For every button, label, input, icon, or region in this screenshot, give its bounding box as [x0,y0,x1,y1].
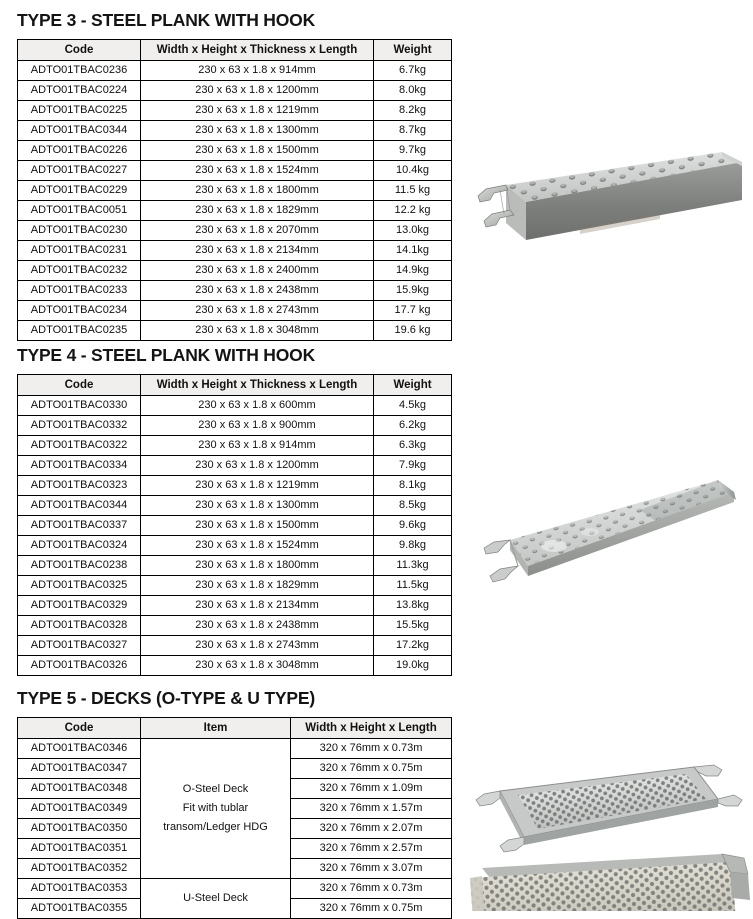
cell-dimensions: 230 x 63 x 1.8 x 900mm [141,416,374,436]
cell-weight: 8.2kg [374,101,452,121]
table-header-row [18,718,452,739]
table-row [18,556,452,576]
table-row [18,436,452,456]
cell-weight: 17.7 kg [374,301,452,321]
table-row [18,141,452,161]
cell-item-line: transom/Ledger HDG [163,821,268,833]
cell-code: ADTO01TBAC0232 [18,261,141,281]
cell-dimensions: 230 x 63 x 1.8 x 1524mm [141,536,374,556]
cell-item-group [141,879,291,919]
cell-dimensions: 230 x 63 x 1.8 x 3048mm [141,656,374,676]
cell-dimensions: 230 x 63 x 1.8 x 1524mm [141,161,374,181]
cell-dimensions: 320 x 76mm x 1.57m [291,799,452,819]
table-row [18,161,452,181]
spec-table-type-3 [17,39,452,341]
table-row [18,656,452,676]
cell-dimensions: 230 x 63 x 1.8 x 1219mm [141,101,374,121]
cell-dimensions: 230 x 63 x 1.8 x 2400mm [141,261,374,281]
cell-dimensions: 230 x 63 x 1.8 x 1200mm [141,81,374,101]
cell-dimensions: 230 x 63 x 1.8 x 1219mm [141,476,374,496]
cell-dimensions: 230 x 63 x 1.8 x 2743mm [141,636,374,656]
table-body-type-4 [18,396,452,676]
cell-weight: 19.6 kg [374,321,452,341]
cell-weight: 15.9kg [374,281,452,301]
cell-weight: 9.7kg [374,141,452,161]
cell-dimensions: 320 x 76mm x 0.73m [291,739,452,759]
cell-code: ADTO01TBAC0235 [18,321,141,341]
steel-plank-claw-hook-illustration [470,470,746,595]
cell-code: ADTO01TBAC0332 [18,416,141,436]
page-title-type-3: TYPE 3 - STEEL PLANK WITH HOOK [17,10,316,30]
section-type-5 [17,688,451,919]
cell-code: ADTO01TBAC0324 [18,536,141,556]
table-body-type-5 [18,739,452,919]
cell-weight: 8.1kg [374,476,452,496]
column-header-dimensions: Width x Height x Thickness x Length [141,375,374,396]
cell-dimensions: 230 x 63 x 1.8 x 1829mm [141,201,374,221]
table-row [18,456,452,476]
cell-dimensions: 230 x 63 x 1.8 x 2070mm [141,221,374,241]
cell-dimensions: 230 x 63 x 1.8 x 2743mm [141,301,374,321]
cell-item-line: Fit with tublar [182,802,249,814]
cell-code: ADTO01TBAC0337 [18,516,141,536]
cell-code: ADTO01TBAC0349 [18,799,141,819]
cell-weight: 15.5kg [374,616,452,636]
spec-table-type-5 [17,717,452,919]
cell-dimensions: 320 x 76mm x 2.07m [291,819,452,839]
cell-dimensions: 230 x 63 x 1.8 x 914mm [141,61,374,81]
cell-code: ADTO01TBAC0344 [18,121,141,141]
page-title-type-4: TYPE 4 - STEEL PLANK WITH HOOK [17,345,316,365]
table-row [18,321,452,341]
table-row [18,879,452,899]
cell-code: ADTO01TBAC0051 [18,201,141,221]
cell-weight: 10.4kg [374,161,452,181]
cell-weight: 9.6kg [374,516,452,536]
cell-weight: 4.5kg [374,396,452,416]
cell-code: ADTO01TBAC0351 [18,839,141,859]
table-body-type-3 [18,61,452,341]
table-row [18,301,452,321]
cell-dimensions: 230 x 63 x 1.8 x 1500mm [141,516,374,536]
cell-weight: 6.2kg [374,416,452,436]
cell-weight: 6.3kg [374,436,452,456]
cell-code: ADTO01TBAC0330 [18,396,141,416]
column-header-item: Item [141,718,291,739]
cell-code: ADTO01TBAC0233 [18,281,141,301]
column-header-code: Code [18,40,141,61]
cell-code: ADTO01TBAC0344 [18,496,141,516]
cell-weight: 6.7kg [374,61,452,81]
product-image-u-steel-deck [460,852,753,911]
cell-weight: 14.1kg [374,241,452,261]
cell-dimensions: 230 x 63 x 1.8 x 3048mm [141,321,374,341]
cell-dimensions: 230 x 63 x 1.8 x 1829mm [141,576,374,596]
cell-weight: 13.8kg [374,596,452,616]
column-header-dimensions: Width x Height x Length [291,718,452,739]
cell-weight: 11.5kg [374,576,452,596]
table-row [18,261,452,281]
cell-weight: 17.2kg [374,636,452,656]
section-type-3 [17,10,451,341]
cell-dimensions: 230 x 63 x 1.8 x 1500mm [141,141,374,161]
table-row [18,81,452,101]
cell-code: ADTO01TBAC0229 [18,181,141,201]
u-steel-deck-illustration [460,852,753,911]
cell-code: ADTO01TBAC0325 [18,576,141,596]
cell-dimensions: 320 x 76mm x 0.75m [291,759,452,779]
cell-dimensions: 320 x 76mm x 0.73m [291,879,452,899]
cell-dimensions: 230 x 63 x 1.8 x 914mm [141,436,374,456]
cell-code: ADTO01TBAC0350 [18,819,141,839]
cell-dimensions: 230 x 63 x 1.8 x 2438mm [141,616,374,636]
table-row [18,181,452,201]
page-title-type-5: TYPE 5 - DECKS (O-TYPE & U TYPE) [17,688,315,708]
cell-code: ADTO01TBAC0227 [18,161,141,181]
table-row [18,121,452,141]
cell-dimensions: 230 x 63 x 1.8 x 2134mm [141,596,374,616]
table-header-row [18,375,452,396]
cell-weight: 8.0kg [374,81,452,101]
table-row [18,616,452,636]
cell-code: ADTO01TBAC0326 [18,656,141,676]
cell-dimensions: 230 x 63 x 1.8 x 1800mm [141,181,374,201]
cell-code: ADTO01TBAC0329 [18,596,141,616]
spec-table-type-4 [17,374,452,676]
cell-code: ADTO01TBAC0224 [18,81,141,101]
cell-weight: 11.5 kg [374,181,452,201]
product-image-steel-plank-type-4 [470,470,746,595]
cell-dimensions: 320 x 76mm x 1.09m [291,779,452,799]
column-header-code: Code [18,375,141,396]
cell-dimensions: 320 x 76mm x 2.57m [291,839,452,859]
cell-code: ADTO01TBAC0234 [18,301,141,321]
cell-weight: 13.0kg [374,221,452,241]
cell-dimensions: 320 x 76mm x 3.07m [291,859,452,879]
table-row [18,396,452,416]
table-row [18,281,452,301]
cell-weight: 8.5kg [374,496,452,516]
cell-weight: 19.0kg [374,656,452,676]
table-row [18,516,452,536]
cell-weight: 11.3kg [374,556,452,576]
cell-code: ADTO01TBAC0323 [18,476,141,496]
cell-weight: 7.9kg [374,456,452,476]
cell-code: ADTO01TBAC0236 [18,61,141,81]
o-steel-deck-illustration [470,763,746,858]
cell-code: ADTO01TBAC0226 [18,141,141,161]
cell-dimensions: 230 x 63 x 1.8 x 1200mm [141,456,374,476]
cell-code: ADTO01TBAC0238 [18,556,141,576]
cell-weight: 9.8kg [374,536,452,556]
product-image-o-steel-deck [470,763,746,858]
table-row [18,416,452,436]
cell-code: ADTO01TBAC0322 [18,436,141,456]
cell-item-group [141,739,291,879]
cell-code: ADTO01TBAC0334 [18,456,141,476]
cell-code: ADTO01TBAC0346 [18,739,141,759]
cell-item-line: O-Steel Deck [182,783,249,795]
table-header-row [18,40,452,61]
cell-code: ADTO01TBAC0353 [18,879,141,899]
cell-dimensions: 230 x 63 x 1.8 x 1300mm [141,496,374,516]
section-type-4 [17,345,451,676]
product-image-steel-plank-type-3 [470,140,746,260]
cell-dimensions: 230 x 63 x 1.8 x 1300mm [141,121,374,141]
cell-code: ADTO01TBAC0230 [18,221,141,241]
table-row [18,739,452,759]
cell-code: ADTO01TBAC0347 [18,759,141,779]
cell-dimensions: 320 x 76mm x 0.75m [291,899,452,919]
column-header-code: Code [18,718,141,739]
cell-item-line: U-Steel Deck [183,892,248,904]
table-row [18,61,452,81]
cell-code: ADTO01TBAC0225 [18,101,141,121]
table-row [18,596,452,616]
cell-code: ADTO01TBAC0348 [18,779,141,799]
cell-code: ADTO01TBAC0327 [18,636,141,656]
cell-weight: 12.2 kg [374,201,452,221]
table-row [18,636,452,656]
table-row [18,221,452,241]
cell-weight: 8.7kg [374,121,452,141]
cell-weight: 14.9kg [374,261,452,281]
cell-code: ADTO01TBAC0231 [18,241,141,261]
cell-dimensions: 230 x 63 x 1.8 x 2438mm [141,281,374,301]
cell-dimensions: 230 x 63 x 1.8 x 600mm [141,396,374,416]
column-header-weight: Weight [374,375,452,396]
table-row [18,496,452,516]
cell-code: ADTO01TBAC0352 [18,859,141,879]
table-row [18,536,452,556]
table-row [18,476,452,496]
table-row [18,576,452,596]
cell-dimensions: 230 x 63 x 1.8 x 1800mm [141,556,374,576]
table-row [18,241,452,261]
steel-plank-hook-illustration [470,140,746,260]
table-row [18,101,452,121]
cell-code: ADTO01TBAC0355 [18,899,141,919]
table-row [18,201,452,221]
column-header-dimensions: Width x Height x Thickness x Length [141,40,374,61]
cell-code: ADTO01TBAC0328 [18,616,141,636]
column-header-weight: Weight [374,40,452,61]
cell-dimensions: 230 x 63 x 1.8 x 2134mm [141,241,374,261]
